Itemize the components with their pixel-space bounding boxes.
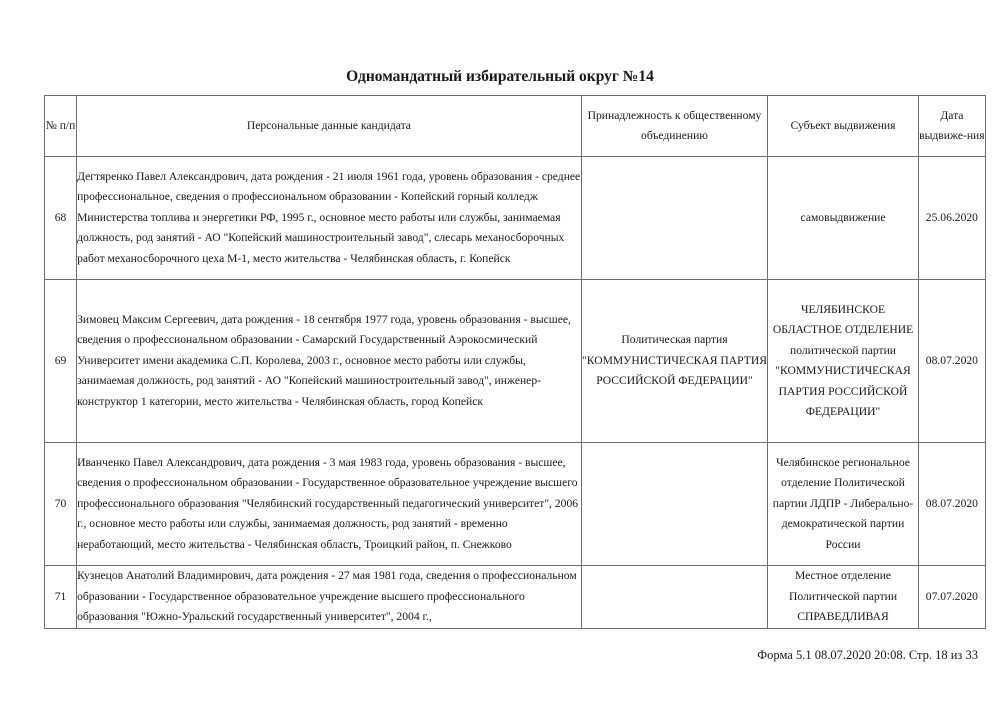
header-nomination-date: Дата выдвиже-ния: [918, 96, 985, 157]
row-num: 69: [45, 280, 77, 443]
header-personal-data: Персональные данные кандидата: [77, 96, 582, 157]
nomination-date: 07.07.2020: [918, 566, 985, 629]
table-row: [45, 443, 986, 566]
personal-data: Иванченко Павел Александрович, дата рождения - 3 мая 1983 года, уровень образования - высшее, сведения о профессиональном образовании - Государственное образовательное учреждение высшего профессионального образования "Челябинский государственный педагогический университет", 2006 г., основное место работы или службы, занимаемая должность, род занятий - временно неработающий, место жительства - Челябинская область, Троицкий район, п. Снежково: [77, 443, 582, 566]
header-nominating-subject: Субъект выдвижения: [768, 96, 918, 157]
district-title: Одномандатный избирательный округ №14: [346, 68, 654, 85]
nominating-subject: Челябинское региональное отделение Политической партии ЛДПР - Либерально-демократической партии России: [768, 443, 918, 566]
personal-data: Дегтяренко Павел Александрович, дата рождения - 21 июля 1961 года, уровень образования - среднее профессиональное, сведения о профессиональном образовании - Копейский горный колледж Министерства топлива и энергетики РФ, 1995 г., основное место работы или службы, занимаемая должность, род занятий - АО "Копейский машиностроительный завод", слесарь механосборочных работ механосборочного цеха М-1, место жительства - Челябинская область, г. Копейск: [77, 157, 582, 280]
header-num: № п/п: [45, 96, 77, 157]
affiliation: Политическая партия "КОММУНИСТИЧЕСКАЯ ПАРТИЯ РОССИЙСКОЙ ФЕДЕРАЦИИ": [581, 280, 768, 443]
nomination-date: 08.07.2020: [918, 280, 985, 443]
table-row: [45, 157, 986, 280]
nominating-subject: Местное отделение Политической партии СПРАВЕДЛИВАЯ: [768, 566, 918, 629]
table-row: [45, 566, 986, 629]
row-num: 70: [45, 443, 77, 566]
header-affiliation: Принадлежность к общественному объединению: [581, 96, 768, 157]
nomination-date: 25.06.2020: [918, 157, 985, 280]
row-num: 71: [45, 566, 77, 629]
table-row: [45, 280, 986, 443]
affiliation: [581, 566, 768, 629]
candidates-table: [44, 95, 986, 629]
row-num: 68: [45, 157, 77, 280]
nomination-date: 08.07.2020: [918, 443, 985, 566]
affiliation: [581, 443, 768, 566]
personal-data: Кузнецов Анатолий Владимирович, дата рождения - 27 мая 1981 года, сведения о профессиональном образовании - Государственное образовательное учреждение высшего профессионального образования "Южно-Уральский государственный университет", 2004 г.,: [77, 566, 582, 629]
nominating-subject: самовыдвижение: [768, 157, 918, 280]
nominating-subject: ЧЕЛЯБИНСКОЕ ОБЛАСТНОЕ ОТДЕЛЕНИЕ политической партии "КОММУНИСТИЧЕСКАЯ ПАРТИЯ РОССИЙСКОЙ ФЕДЕРАЦИИ": [768, 280, 918, 443]
affiliation: [581, 157, 768, 280]
personal-data: Зимовец Максим Сергеевич, дата рождения - 18 сентября 1977 года, уровень образования - высшее, сведения о профессиональном образовании - Самарский Государственный Аэрокосмический Университет имени академика С.П. Королева, 2003 г., основное место работы или службы, занимаемая должность, род занятий - АО "Копейский машиностроительный завод", инженер-конструктор 1 категории, место жительства - Челябинская область, город Копейск: [77, 280, 582, 443]
table-header-row: [45, 96, 986, 157]
page-footer: Форма 5.1 08.07.2020 20:08. Стр. 18 из 33: [757, 648, 978, 662]
